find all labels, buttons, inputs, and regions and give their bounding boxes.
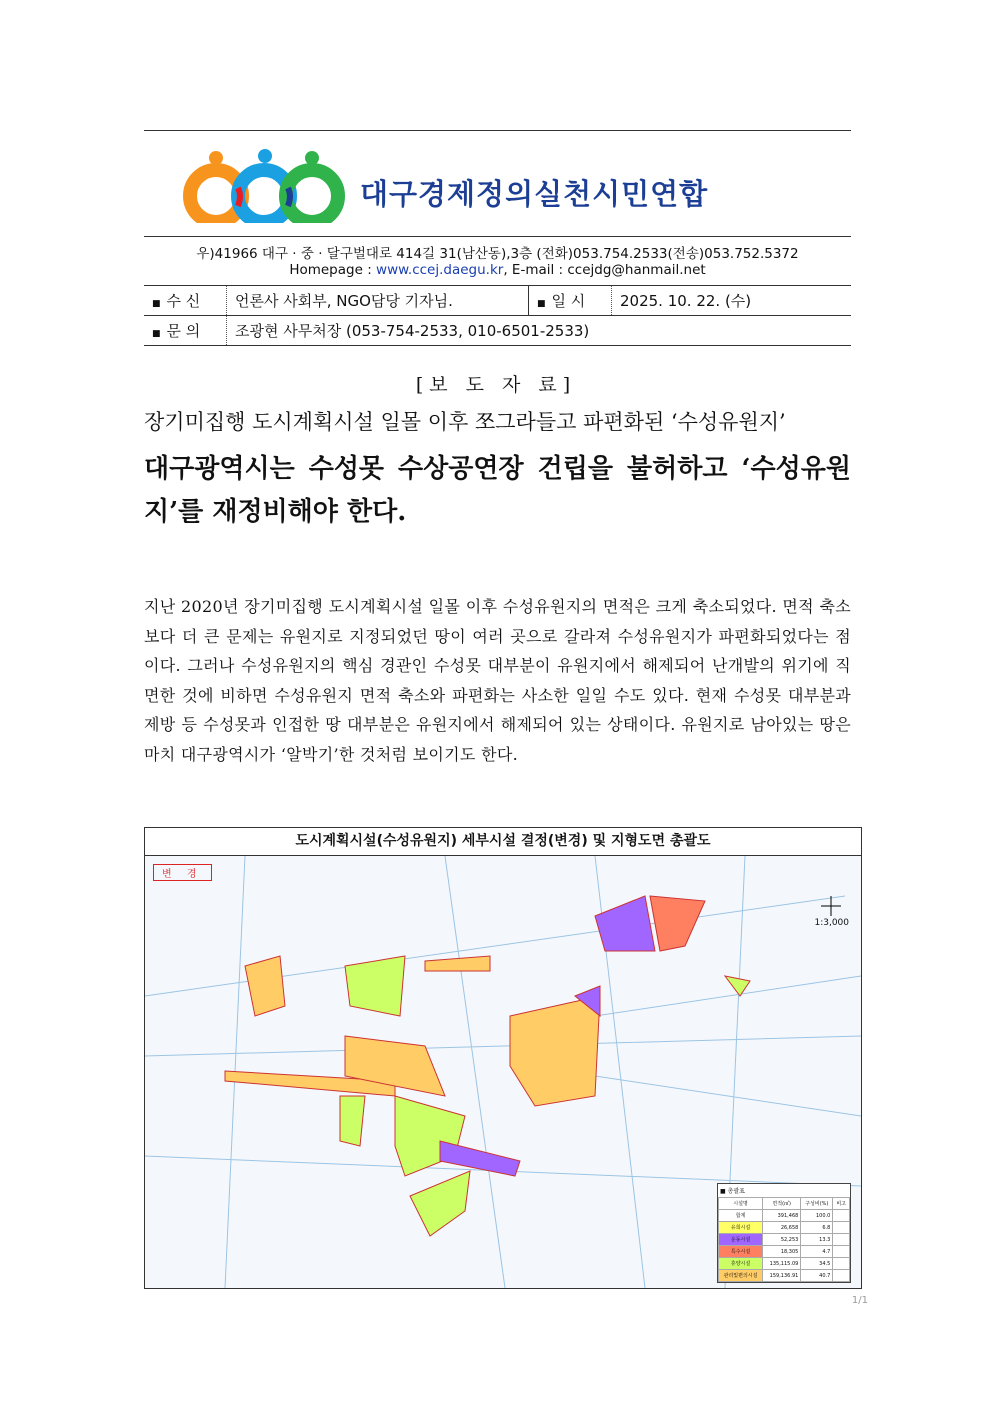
contact-label: ■ 문 의 xyxy=(144,316,227,346)
subtitle: 장기미집행 도시계획시설 일몰 이후 쪼그라들고 파편화된 ‘수성유원지’ xyxy=(144,410,786,434)
org-name: 대구경제정의실천시민연합 xyxy=(360,177,709,211)
legend-cell: 100.0 xyxy=(801,1210,833,1222)
contact-value: 조광현 사무처장 (053-754-2533, 010-6501-2533) xyxy=(227,316,852,346)
map-title: 도시계획시설(수성유원지) 세부시설 결정(변경) 및 지형도면 총괄도 xyxy=(145,828,861,856)
to-label: ■ 수 신 xyxy=(144,286,227,316)
legend-cell xyxy=(833,1234,850,1246)
legend-cell xyxy=(833,1246,850,1258)
legend-row xyxy=(719,1210,850,1222)
legend-cell: 34.5 xyxy=(801,1258,833,1270)
legend-row xyxy=(719,1234,850,1246)
divider xyxy=(144,285,851,286)
homepage-link[interactable]: www.ccej.daegu.kr xyxy=(376,262,504,278)
divider xyxy=(144,130,851,131)
legend-cell: 26,658 xyxy=(763,1222,801,1234)
legend-cell: 6.8 xyxy=(801,1222,833,1234)
page-number: 1/1 xyxy=(851,1295,868,1306)
body-text: 지난 2020년 장기미집행 도시계획시설 일몰 이후 수성유원지의 면적은 크게 축소되었다. 면적 축소보다 더 큰 문제는 유원지로 지정되었던 땅이 여러 곳으로 갈라져 수성유원지가 파편화되었다는 점이다. 그러나 수성유원지의 핵심 경관인 수성못 대부분이 유원지에서 해제되어 난개발의 위기에 직면한 것에 비하면 수성유원지 면적 축소와 파편화는 사소한 일일 수도 있다. 현재 수성못 대부분과 제방 등 수성못과 인접한 땅 대부분은 유원지에서 해제되어 있는 상태이다. 유원지로 남아있는 땅은 마치 대구광역시가 ‘알박기’한 것처럼 보이기도 한다. xyxy=(144,597,851,764)
map-figure xyxy=(144,827,862,1289)
contact-line xyxy=(144,262,851,278)
date-value: 2025. 10. 22. (수) xyxy=(612,286,852,316)
legend-cell: 운동시설 xyxy=(719,1234,763,1246)
legend-cell: 유희시설 xyxy=(719,1222,763,1234)
legend-row xyxy=(719,1258,850,1270)
legend-title: ■ 총괄표 xyxy=(720,1188,745,1195)
legend-cell: 159,136.91 xyxy=(763,1270,801,1282)
email: , E-mail : ccejdg@hanmail.net xyxy=(503,262,706,278)
legend-row xyxy=(719,1246,850,1258)
legend-cell: 합계 xyxy=(719,1210,763,1222)
divider xyxy=(144,236,851,237)
headline: 대구광역시는 수성못 수상공연장 건립을 불허하고 ‘수성유원지’를 재정비해야 한다. xyxy=(144,454,851,527)
change-label: 변 경 xyxy=(153,864,212,881)
legend-cell: 관리및편의시설 xyxy=(719,1270,763,1282)
date-label: ■ 일 시 xyxy=(529,286,612,316)
to-value: 언론사 사회부, NGO담당 기자님. xyxy=(227,286,529,316)
homepage-label: Homepage : xyxy=(289,262,377,278)
legend-row xyxy=(719,1222,850,1234)
map-scale: 1:3,000 xyxy=(814,918,849,928)
legend-cell xyxy=(833,1258,850,1270)
legend-cell: 4.7 xyxy=(801,1246,833,1258)
org-logo xyxy=(180,148,350,223)
map-legend xyxy=(717,1183,851,1283)
legend-cell: 52,253 xyxy=(763,1234,801,1246)
legend-header: 시설명 면적(㎡) 구성비(%) 비고 xyxy=(719,1198,850,1210)
legend-cell: 40.7 xyxy=(801,1270,833,1282)
address: 우)41966 대구 · 중 · 달구벌대로 414길 31(남산동),3층 (전화)053.754.2533(전송)053.752.5372 xyxy=(196,246,799,262)
legend-cell: 휴양시설 xyxy=(719,1258,763,1270)
legend-cell xyxy=(833,1270,850,1282)
legend-cell: 391,468 xyxy=(763,1210,801,1222)
legend-cell: 135,115.09 xyxy=(763,1258,801,1270)
legend-cell xyxy=(833,1222,850,1234)
info-table xyxy=(144,285,851,346)
doc-kind: [보 도 자 료] xyxy=(415,374,577,396)
legend-row xyxy=(719,1270,850,1282)
legend-cell: 특수시설 xyxy=(719,1246,763,1258)
legend-cell xyxy=(833,1210,850,1222)
legend-cell: 13.3 xyxy=(801,1234,833,1246)
legend-cell: 18,305 xyxy=(763,1246,801,1258)
